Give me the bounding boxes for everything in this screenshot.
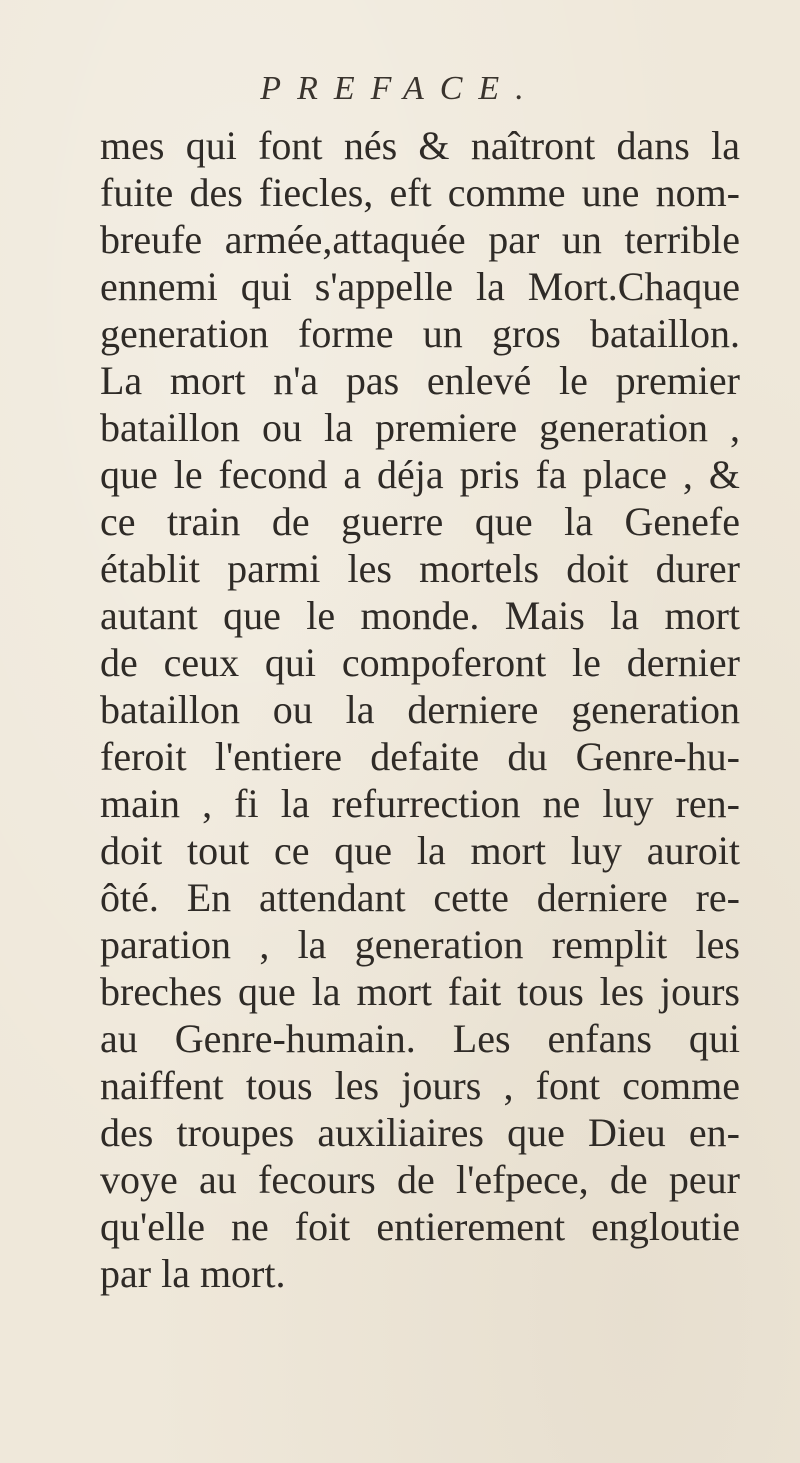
text-line: ôté. En attendant cette derniere re- bbox=[100, 875, 740, 920]
running-head: PREFACE. bbox=[260, 70, 540, 107]
text-line: mes qui font nés & naîtront dans la bbox=[100, 123, 740, 168]
text-line: generation forme un gros bataillon. bbox=[100, 311, 740, 356]
text-line: bataillon ou la derniere generation bbox=[100, 687, 740, 732]
text-line: établit parmi les mortels doit durer bbox=[100, 546, 740, 591]
text-line: naiffent tous les jours , font comme bbox=[100, 1063, 740, 1108]
text-line: de ceux qui compoferont le dernier bbox=[100, 640, 740, 685]
text-line: doit tout ce que la mort luy auroit bbox=[100, 828, 740, 873]
text-line: main , fi la refurrection ne luy ren- bbox=[100, 781, 740, 826]
text-line: autant que le monde. Mais la mort bbox=[100, 593, 740, 638]
text-line: feroit l'entiere defaite du Genre-hu- bbox=[100, 734, 740, 779]
text-line: que le fecond a déja pris fa place , & bbox=[100, 452, 740, 497]
text-line: La mort n'a pas enlevé le premier bbox=[100, 358, 740, 403]
text-line: voye au fecours de l'efpece, de peur bbox=[100, 1157, 740, 1202]
text-line: breches que la mort fait tous les jours bbox=[100, 969, 740, 1014]
text-line: bataillon ou la premiere generation , bbox=[100, 405, 740, 450]
text-line: paration , la generation remplit les bbox=[100, 922, 740, 967]
text-line: breufe armée,attaquée par un terrible bbox=[100, 217, 740, 262]
text-line: ennemi qui s'appelle la Mort.Chaque bbox=[100, 264, 740, 309]
text-line: qu'elle ne foit entierement engloutie bbox=[100, 1204, 740, 1249]
text-line: ce train de guerre que la Genefe bbox=[100, 499, 740, 544]
text-line: par la mort. bbox=[100, 1251, 286, 1296]
text-line: des troupes auxiliaires que Dieu en- bbox=[100, 1110, 740, 1155]
text-line: au Genre-humain. Les enfans qui bbox=[100, 1016, 740, 1061]
body-text bbox=[100, 122, 740, 1297]
text-line: fuite des fiecles, eft comme une nom- bbox=[100, 170, 740, 215]
